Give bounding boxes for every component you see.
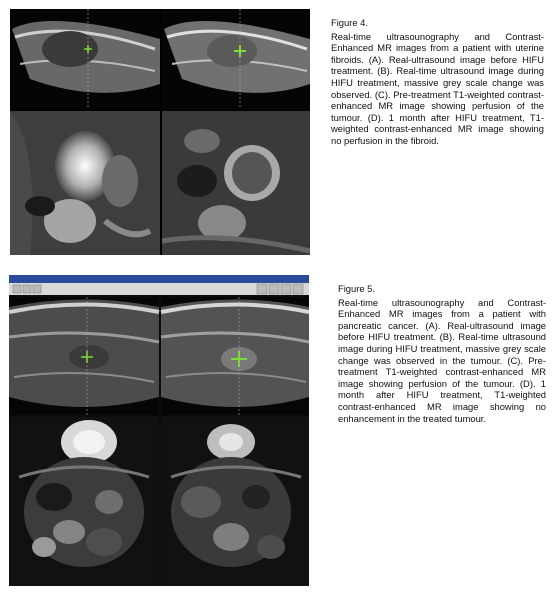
figure-5-window-titlebar xyxy=(9,275,309,295)
figure-5-caption xyxy=(338,283,546,424)
figure-4-image xyxy=(10,9,310,255)
figure-4-caption-text: Real-time ultrasounography and Contrast-Enhanced MR images from a patient with uterine fibroids. (A). Real-ultrasound image before HIFU treatment. (B). Real-time ultrasound image during HIFU treatment, massive grey scale change was observed. (C). Pre-treatment T1-weighted contrast-enhanced MR image showing perfusion of the tumour. (D). 1 month after HIFU treatment, T1-weighted contrast-enhanced MR image showing no perfusion in the fibroid. xyxy=(331,30,544,146)
figure-4-panel-d-mr xyxy=(162,111,310,255)
figure-5-title: Figure 5. xyxy=(338,283,375,294)
figure-5-panel-d-mr xyxy=(161,417,309,586)
figure-5-caption-text: Real-time ultrasounography and Contrast-Enhanced MR images from a patient with pancreatic cancer. (A). Real-ultrasound image before HIFU treatment. (B). Real-time ultrasound image during HIFU treatment, massive grey scale change was observed in the tumour. (C). Pre-treatment T1-weighted contrast-enhanced MR image showing perfusion of the tumour. (D). 1 month after HIFU treatment, T1-weighted contrast-enhanced MR image showing no enhancement in the treated tumour. xyxy=(338,296,546,424)
figure-5-image xyxy=(9,275,309,586)
figure-5-panel-a-ultrasound xyxy=(9,297,159,415)
figure-4-panel-c-mr xyxy=(10,111,160,255)
figure-5-panel-b-ultrasound xyxy=(161,297,309,415)
figure-4-panel-a-ultrasound xyxy=(10,9,160,109)
figure-5-panel-c-mr xyxy=(9,417,159,586)
figure-4-caption xyxy=(331,17,544,147)
figure-4-panel-b-ultrasound xyxy=(162,9,310,109)
figure-4-title: Figure 4. xyxy=(331,17,368,28)
